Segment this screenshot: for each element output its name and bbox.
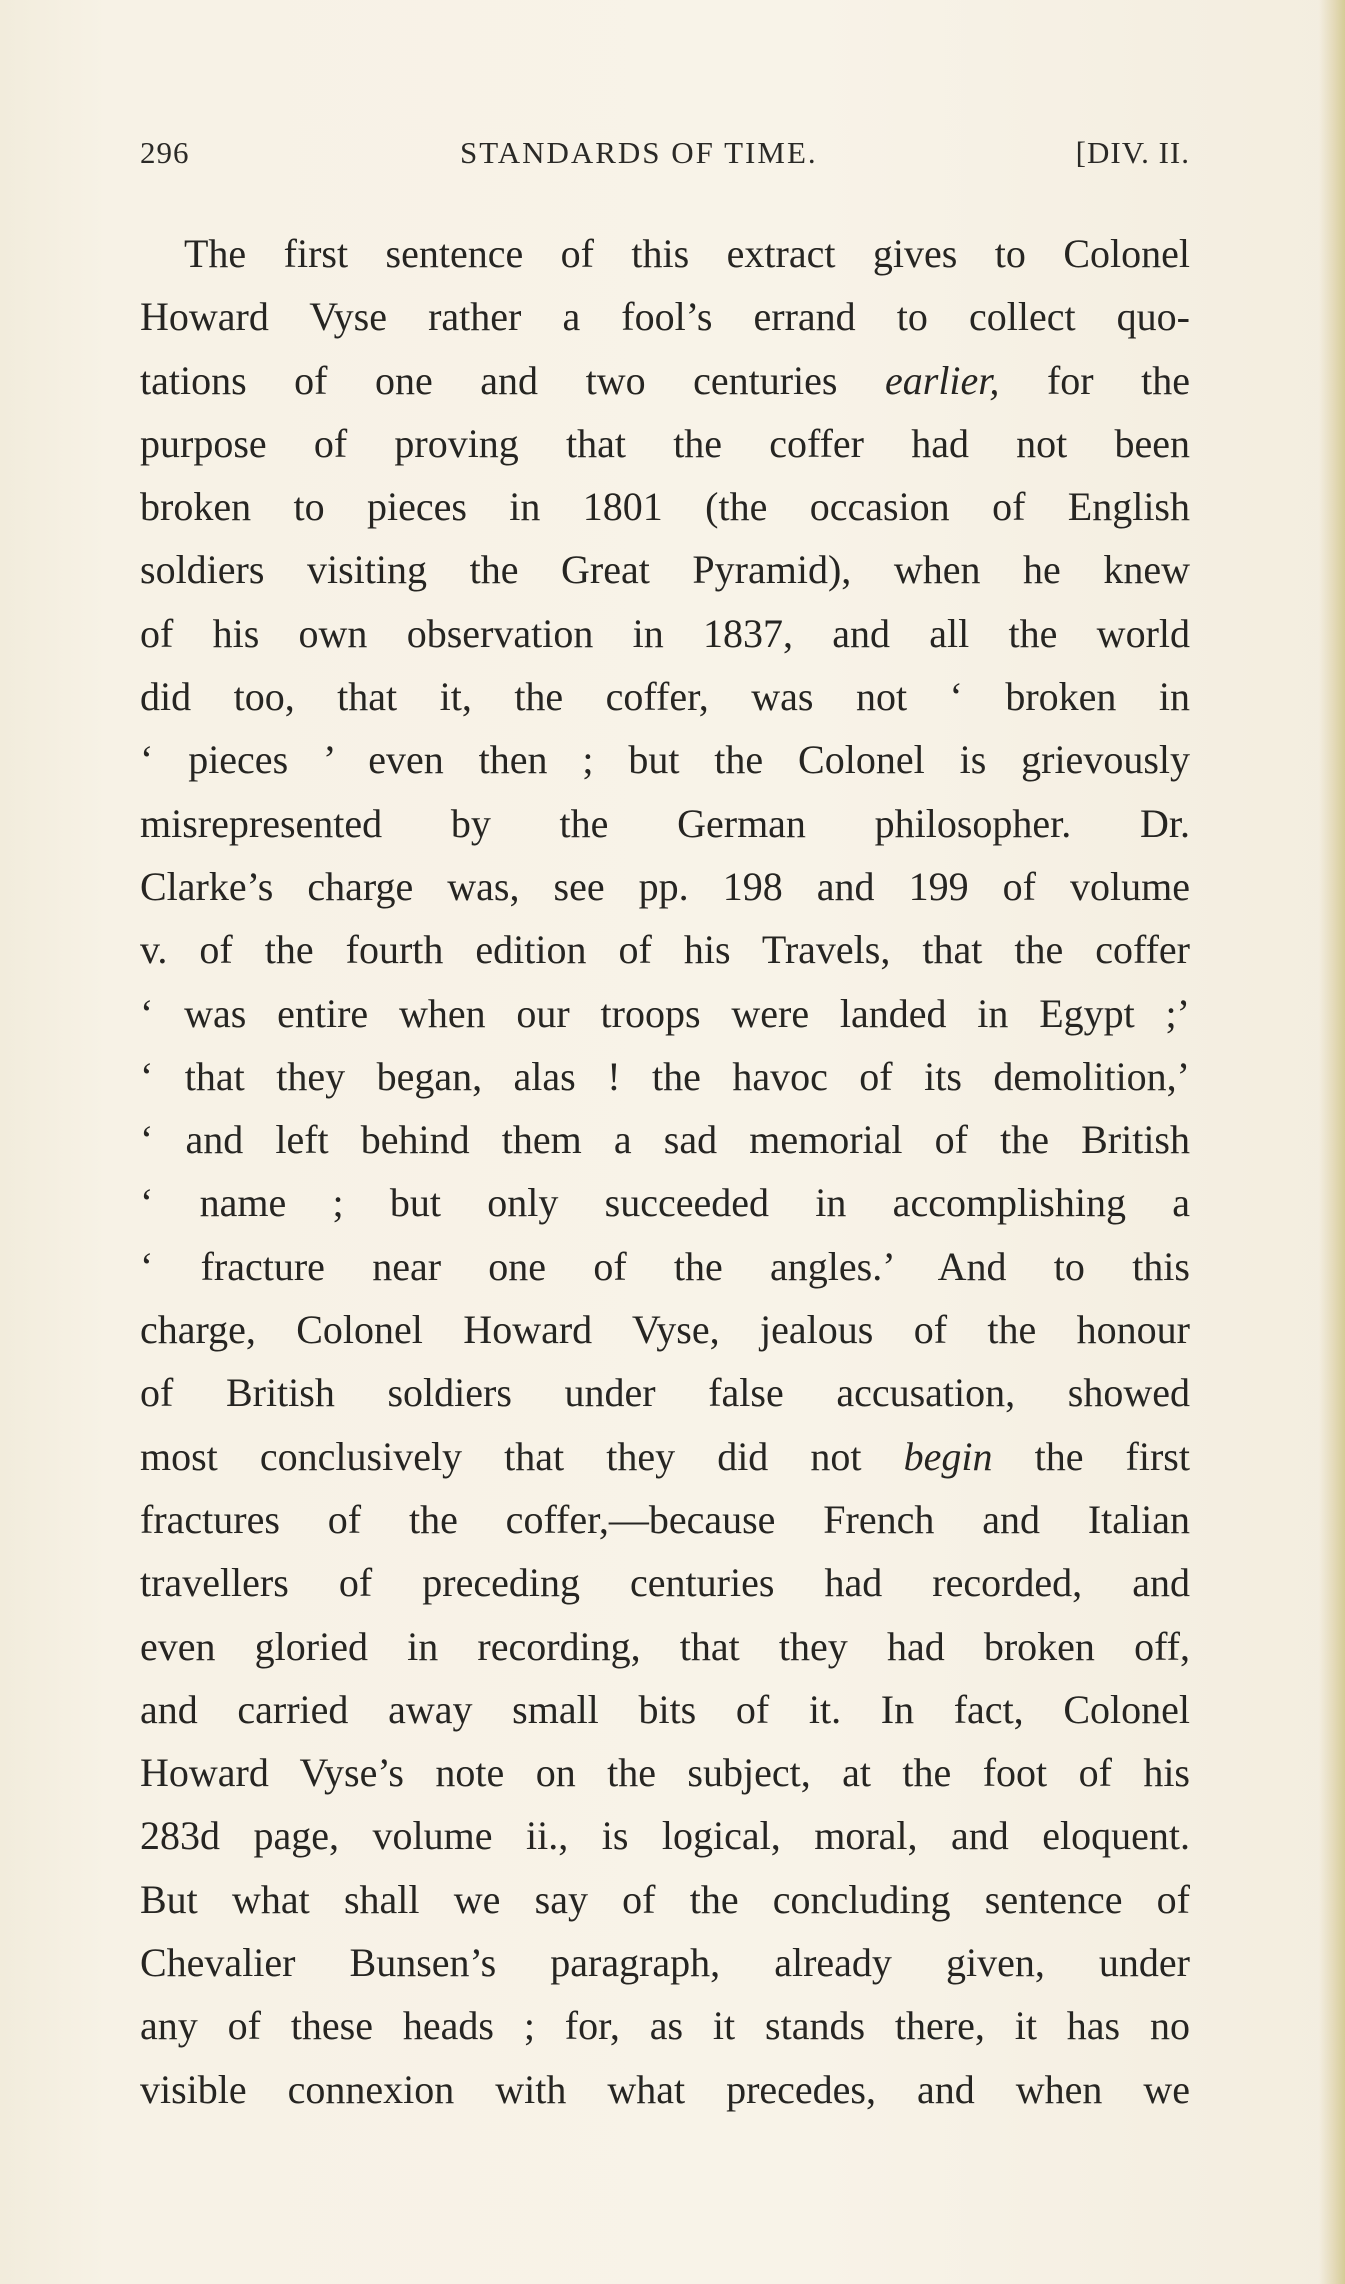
text-segment: Howard Vyse rather a fool’s errand to collect quo- xyxy=(140,294,1190,340)
text-line xyxy=(140,1804,1190,1867)
text-line xyxy=(140,475,1190,538)
division-label: [DIV. II. xyxy=(1075,135,1190,170)
italic-text: earlier, xyxy=(885,357,1000,403)
text-line xyxy=(140,285,1190,348)
text-line xyxy=(140,1931,1190,1994)
text-line xyxy=(140,1615,1190,1678)
text-line xyxy=(140,855,1190,918)
text-line xyxy=(140,918,1190,981)
page-edge-shadow xyxy=(1319,0,1345,2284)
italic-text: begin xyxy=(903,1433,993,1479)
text-line xyxy=(140,2058,1190,2121)
text-segment: any of these heads ; for, as it stands there, it has no xyxy=(140,2003,1190,2049)
text-segment: did too, that it, the coffer, was not ‘ broken in xyxy=(140,674,1190,720)
text-segment: But what shall we say of the concluding sentence of xyxy=(140,1876,1190,1922)
text-line xyxy=(140,982,1190,1045)
text-segment: misrepresented by the German philosopher. Dr. xyxy=(140,800,1190,846)
text-segment: the first xyxy=(992,1433,1190,1479)
text-line xyxy=(140,792,1190,855)
text-line xyxy=(140,665,1190,728)
text-line xyxy=(140,1678,1190,1741)
text-segment: Howard Vyse’s note on the subject, at the foot of his xyxy=(140,1750,1190,1796)
text-line xyxy=(140,1741,1190,1804)
page-number: 296 xyxy=(140,135,190,170)
text-line xyxy=(140,1551,1190,1614)
text-line xyxy=(140,1298,1190,1361)
text-line xyxy=(140,349,1190,412)
text-line xyxy=(140,222,1190,285)
text-segment: 283d page, volume ii., is logical, moral, and eloquent. xyxy=(140,1813,1190,1859)
text-segment: ‘ and left behind them a sad memorial of the British xyxy=(140,1117,1190,1163)
text-segment: for the xyxy=(999,357,1190,403)
running-head xyxy=(140,135,1190,185)
text-segment: ‘ was entire when our troops were landed in Egypt ;’ xyxy=(140,990,1190,1036)
text-segment: most conclusively that they did not xyxy=(140,1433,904,1479)
text-line xyxy=(140,1235,1190,1298)
text-segment: charge, Colonel Howard Vyse, jealous of the honour xyxy=(140,1307,1190,1353)
text-line xyxy=(140,728,1190,791)
text-segment: of British soldiers under false accusation, showed xyxy=(140,1370,1190,1416)
text-segment: visible connexion with what precedes, and when we xyxy=(140,2066,1190,2112)
text-line xyxy=(140,1994,1190,2057)
text-segment: Chevalier Bunsen’s paragraph, already given, under xyxy=(140,1940,1190,1986)
text-segment: broken to pieces in 1801 (the occasion of English xyxy=(140,484,1190,530)
body-text xyxy=(140,222,1190,2121)
text-line xyxy=(140,1361,1190,1424)
running-title: STANDARDS OF TIME. xyxy=(460,135,818,170)
text-line xyxy=(140,1425,1190,1488)
text-segment: ‘ name ; but only succeeded in accomplishing a xyxy=(140,1180,1190,1226)
text-line xyxy=(140,412,1190,475)
text-segment: even gloried in recording, that they had broken off, xyxy=(140,1623,1190,1669)
text-segment: ‘ fracture near one of the angles.’ And to this xyxy=(140,1243,1190,1289)
text-segment: soldiers visiting the Great Pyramid), when he knew xyxy=(140,547,1190,593)
text-segment: purpose of proving that the coffer had not been xyxy=(140,420,1190,466)
text-segment: fractures of the coffer,—because French and Italian xyxy=(140,1496,1190,1542)
text-line xyxy=(140,1108,1190,1171)
text-line xyxy=(140,602,1190,665)
text-segment: of his own observation in 1837, and all the world xyxy=(140,610,1190,656)
text-segment: v. of the fourth edition of his Travels, that the coffer xyxy=(140,927,1190,973)
text-segment: and carried away small bits of it. In fact, Colonel xyxy=(140,1686,1190,1732)
text-line xyxy=(140,1045,1190,1108)
text-segment: ‘ pieces ’ even then ; but the Colonel is grievously xyxy=(140,737,1190,783)
text-line xyxy=(140,1171,1190,1234)
text-line xyxy=(140,1868,1190,1931)
text-segment: tations of one and two centuries xyxy=(140,357,885,403)
text-line xyxy=(140,1488,1190,1551)
text-segment: The first sentence of this extract gives to Colonel xyxy=(184,231,1190,276)
text-segment: travellers of preceding centuries had recorded, and xyxy=(140,1560,1190,1606)
text-segment: Clarke’s charge was, see pp. 198 and 199 of volume xyxy=(140,863,1190,909)
text-line xyxy=(140,538,1190,601)
text-segment: ‘ that they began, alas ! the havoc of its demolition,’ xyxy=(140,1053,1190,1099)
